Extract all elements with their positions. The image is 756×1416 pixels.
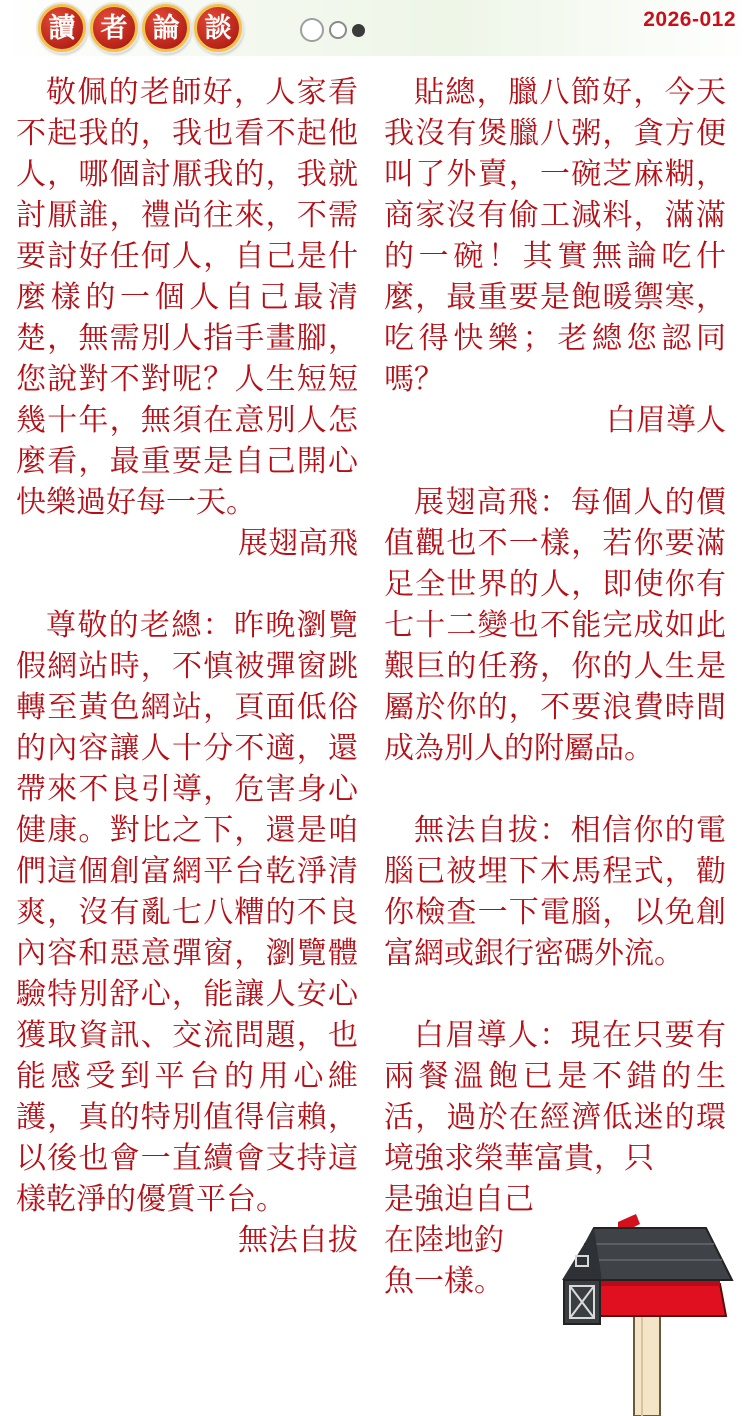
right-column	[384, 72, 726, 1302]
left-column	[16, 72, 358, 1261]
title-char-2: 者	[90, 4, 138, 52]
mailbox-icon	[556, 1188, 736, 1416]
spacer	[384, 441, 726, 482]
letter-body: 貼總，臘八節好，今天我沒有煲臘八粥，貪方便叫了外賣，一碗芝麻糊，商家沒有偷工減料，滿滿的一碗！其實無論吃什麼，最重要是飽暖禦寒，吃得快樂；老總您認同嗎？	[384, 75, 726, 397]
title-char-1: 讀	[38, 4, 86, 52]
dot-icon	[352, 24, 365, 37]
decorative-dots	[300, 18, 365, 42]
dot-icon	[300, 18, 324, 42]
letter-signature: 展翅高飛	[238, 526, 358, 561]
header-banner	[0, 0, 756, 56]
reply-line: 魚一樣。	[384, 1264, 504, 1299]
letter-signature: 無法自拔	[238, 1223, 358, 1258]
issue-number: 2026-012	[643, 8, 736, 31]
section-title	[38, 4, 242, 52]
reply-body: 展翅高飛：每個人的價值觀也不一樣，若你要滿足全世界的人，即使你有七十二變也不能完成如此艱巨的任務，你的人生是屬於你的，不要浪費時間成為別人的附屬品。	[384, 485, 726, 766]
reply-body: 白眉導人：現在只要有兩餐溫飽已是不錯的生活，過於在經濟低迷的環境強求榮華富貴，只	[384, 1018, 726, 1176]
spacer	[384, 769, 726, 810]
letter-body: 尊敬的老總：昨晚瀏覽假網站時，不慎被彈窗跳轉至黃色網站，頁面低俗的內容讓人十分不適，還帶來不良引導，危害身心健康。對比之下，還是咱們這個創富網平台乾淨清爽，沒有亂七八糟的不良內容和惡意彈窗，瀏覽體驗特別舒心，能讓人安心獲取資訊、交流問題，也能感受到平台的用心維護，真的特別值得信賴，以後也會一直續會支持這樣乾淨的優質平台。	[16, 608, 358, 1217]
letter-signature: 白眉導人	[606, 403, 726, 438]
spacer	[16, 564, 358, 605]
letter-body: 敬佩的老師好，人家看不起我的，我也看不起他人，哪個討厭我的，我就討厭誰，禮尚往來，不需要討好任何人，自己是什麼樣的一個人自己最清楚，無需別人指手畫腳，您說對不對呢？人生短短幾十年，無須在意別人怎麼看，最重要是自己開心快樂過好每一天。	[16, 75, 358, 520]
reply-body: 無法自拔：相信你的電腦已被埋下木馬程式，勸你檢查一下電腦，以免創富網或銀行密碼外流。	[384, 813, 726, 971]
reply-line: 在陸地釣	[384, 1223, 504, 1258]
dot-icon	[329, 21, 347, 39]
title-char-4: 談	[194, 4, 242, 52]
reply-line: 是強迫自己	[384, 1182, 534, 1217]
spacer	[384, 974, 726, 1015]
title-char-3: 論	[142, 4, 190, 52]
